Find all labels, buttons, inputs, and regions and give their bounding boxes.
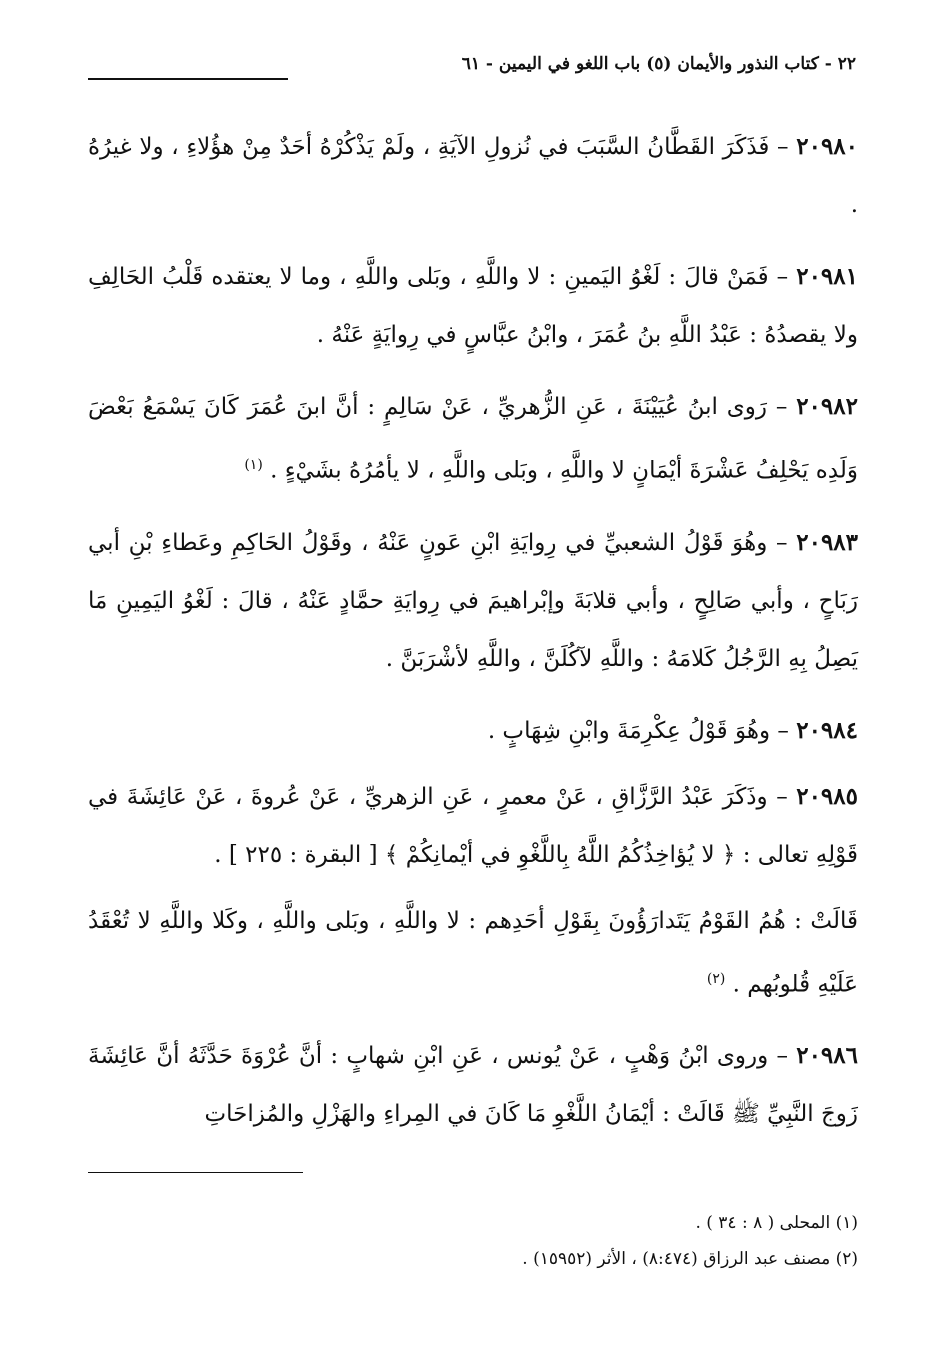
paragraph-number: ٢٠٩٨٥ xyxy=(796,782,858,810)
paragraph-text: وروى ابْنُ وَهْبٍ ، عَنْ يُونس ، عَنِ ابْنِ شهابٍ : أنَّ عُرْوَةَ حَدَّثَهُ أنَّ عَائِشَةَ زَوجَ النَّبِيِّ ﷺ قَالَتْ : أيْمَانُ اللَّغْوِ مَا كَانَ في المِراءِ والهَزْلِ والمُزاحَاتِ xyxy=(88,1043,858,1128)
footnotes xyxy=(88,1205,858,1277)
paragraph-20982: ٢٠٩٨٢ – رَوى ابنُ عُيَيْنَةَ ، عَنِ الزُّهريِّ ، عَنْ سَالِمٍ : أنَّ ابنَ عُمَرَ كَانَ يَسْمَعُ بَعْضَ وَلَدِه يَحْلِفُ عَشْرَةَ أيْمَانٍ لا واللَّهِ ، وبَلى واللَّهِ ، لا يأمُرُهُ بشَيْءٍ . $^{(١)}$ xyxy=(88,393,858,484)
paragraph-text: وذَكَرَ عَبْدُ الرَّزَّاقِ ، عَنْ معمرٍ ، عَنِ الزهريِّ ، عَنْ عُروةَ ، عَنْ عَائِشَةَ في قَوْلِهِ تعالى : ﴿ لا يُؤاخِذُكُمُ اللَّهُ بِاللَّغْوِ في أيْمانِكُمْ ﴾ [ البقرة : ٢٢٥ ] . xyxy=(88,783,858,868)
footnote-ref[interactable]: (٢) xyxy=(706,970,726,987)
paragraph-text: فَذَكَرَ القَطَّانُ السَّبَبَ في نُزولِ الآيَةِ ، ولَمْ يَذْكُرْهُ أحَدٌ مِنْ هؤُلاءِ ، ولا غيرُهُ . xyxy=(88,134,858,218)
paragraph-20984: ٢٠٩٨٤ – وهُوَ قَوْلُ عِكْرِمَةَ وابْنِ شِهَابٍ . xyxy=(487,716,858,744)
paragraph-text: رَوى ابنُ عُيَيْنَةَ ، عَنِ الزُّهريِّ ، عَنْ سَالِمٍ : أنَّ ابنَ عُمَرَ كَانَ يَسْمَعُ بَعْضَ وَلَدِه يَحْلِفُ عَشْرَةَ أيْمَانٍ لا واللَّهِ ، وبَلى واللَّهِ ، لا يأمُرُهُ بشَيْءٍ . xyxy=(88,394,858,484)
paragraph-text: فَمَنْ قالَ : لَغْوُ اليَمينِ : لا واللَّهِ ، وبَلى واللَّهِ ، وما لا يعتقده قَلْبُ الحَالِفِ ولا يقصدُهُ : عَبْدُ اللَّهِ بنُ عُمَرَ ، وابْنُ عبَّاسٍ في رِوايَةٍ عَنْهُ . xyxy=(88,264,858,348)
paragraph-20981: ٢٠٩٨١ – فَمَنْ قالَ : لَغْوُ اليَمينِ : لا واللَّهِ ، وبَلى واللَّهِ ، وما لا يعتقده قَلْبُ الحَالِفِ ولا يقصدُهُ : عَبْدُ اللَّهِ بنُ عُمَرَ ، وابْنُ عبَّاسٍ في رِوايَةٍ عَنْهُ . xyxy=(88,263,858,348)
header-title: ٢٢ - كتاب النذور والأيمان (٥) باب اللغو في اليمين - ٦١ xyxy=(461,54,856,74)
header-rule xyxy=(88,78,288,80)
footnote-2: (٢) مصنف عبد الرزاق (٨:٤٧٤) ، الأثر (١٥٩٥٢) . xyxy=(522,1249,858,1269)
footnote-1: (١) المحلى ( ٨ : ٣٤ ) . xyxy=(695,1213,858,1233)
paragraph-number: ٢٠٩٨٤ xyxy=(796,716,858,744)
paragraph-20986: ٢٠٩٨٦ – وروى ابْنُ وَهْبٍ ، عَنْ يُونس ، عَنِ ابْنِ شهابٍ : أنَّ عُرْوَةَ حَدَّثَهُ أنَّ عَائِشَةَ زَوجَ النَّبِيِّ ﷺ قَالَتْ : أيْمَانُ اللَّغْوِ مَا كَانَ في المِراءِ والهَزْلِ والمُزاحَاتِ xyxy=(88,1042,858,1128)
paragraph-20983: ٢٠٩٨٣ – وهُوَ قَوْلُ الشعبيِّ في رِوايَةِ ابْنِ عَونٍ عَنْهُ ، وقَوْلُ الحَاكِمِ وعَطاءِ بْنِ أبي رَبَاحٍ ، وأبي صَالِحٍ ، وأبي قلابَةَ وإبْراهيمَ في رِوايَةِ حمَّادٍ عَنْهُ ، قالَ : لَغْوُ اليَمِينِ مَا يَصِلُ بِهِ الرَّجُلُ كَلامَهُ : واللَّهِ لآكُلَنَّ ، واللَّهِ لأشْرَبَنَّ . xyxy=(88,528,859,672)
paragraph-20980: ٢٠٩٨٠ – فَذَكَرَ القَطَّانُ السَّبَبَ في نُزولِ الآيَةِ ، ولَمْ يَذْكُرْهُ أحَدٌ مِنْ هؤُلاءِ ، ولا غيرُهُ . xyxy=(88,133,859,218)
paragraph-20985: ٢٠٩٨٥ – وذَكَرَ عَبْدُ الرَّزَّاقِ ، عَنْ معمرٍ ، عَنِ الزهريِّ ، عَنْ عُروةَ ، عَنْ عَائِشَةَ في قَوْلِهِ تعالى : ﴿ لا يُؤاخِذُكُمُ اللَّهُ بِاللَّغْوِ في أيْمانِكُمْ ﴾ [ البقرة : ٢٢٥ ] . xyxy=(88,782,858,868)
paragraph-text: قَالَتْ : هُمُ القَوْمُ يَتَدارَؤُونَ بِقَوْلِ أحَدِهم : لا واللَّهِ ، وبَلى واللَّهِ ، وكَلا واللَّهِ لا تُعْقَدُ عَلَيْهِ قُلوبُهم . xyxy=(88,907,858,998)
running-header xyxy=(88,48,856,84)
paragraph-quote xyxy=(88,892,858,1014)
paragraph-text: وهُوَ قَوْلُ الشعبيِّ في رِوايَةِ ابْنِ عَونٍ عَنْهُ ، وقَوْلُ الحَاكِمِ وعَطاءِ بْنِ أبي رَبَاحٍ ، وأبي صَالِحٍ ، وأبي قلابَةَ وإبْراهيمَ في رِوايَةِ حمَّادٍ عَنْهُ ، قالَ : لَغْوُ اليَمِينِ مَا يَصِلُ بِهِ الرَّجُلُ كَلامَهُ : واللَّهِ لآكُلَنَّ ، واللَّهِ لأشْرَبَنَّ . xyxy=(88,529,858,672)
paragraph-number: ٢٠٩٨٠ xyxy=(796,133,859,160)
paragraph-number: ٢٠٩٨٣ xyxy=(796,528,859,556)
main-text xyxy=(88,118,858,1157)
paragraph-text: وهُوَ قَوْلُ عِكْرِمَةَ وابْنِ شِهَابٍ . xyxy=(487,717,771,744)
paragraph-number: ٢٠٩٨١ xyxy=(796,263,858,290)
footnote-ref[interactable]: (١) xyxy=(244,457,263,473)
paragraph-number: ٢٠٩٨٦ xyxy=(796,1042,858,1070)
footnote-rule xyxy=(88,1172,303,1173)
paragraph-number: ٢٠٩٨٢ xyxy=(796,393,858,420)
